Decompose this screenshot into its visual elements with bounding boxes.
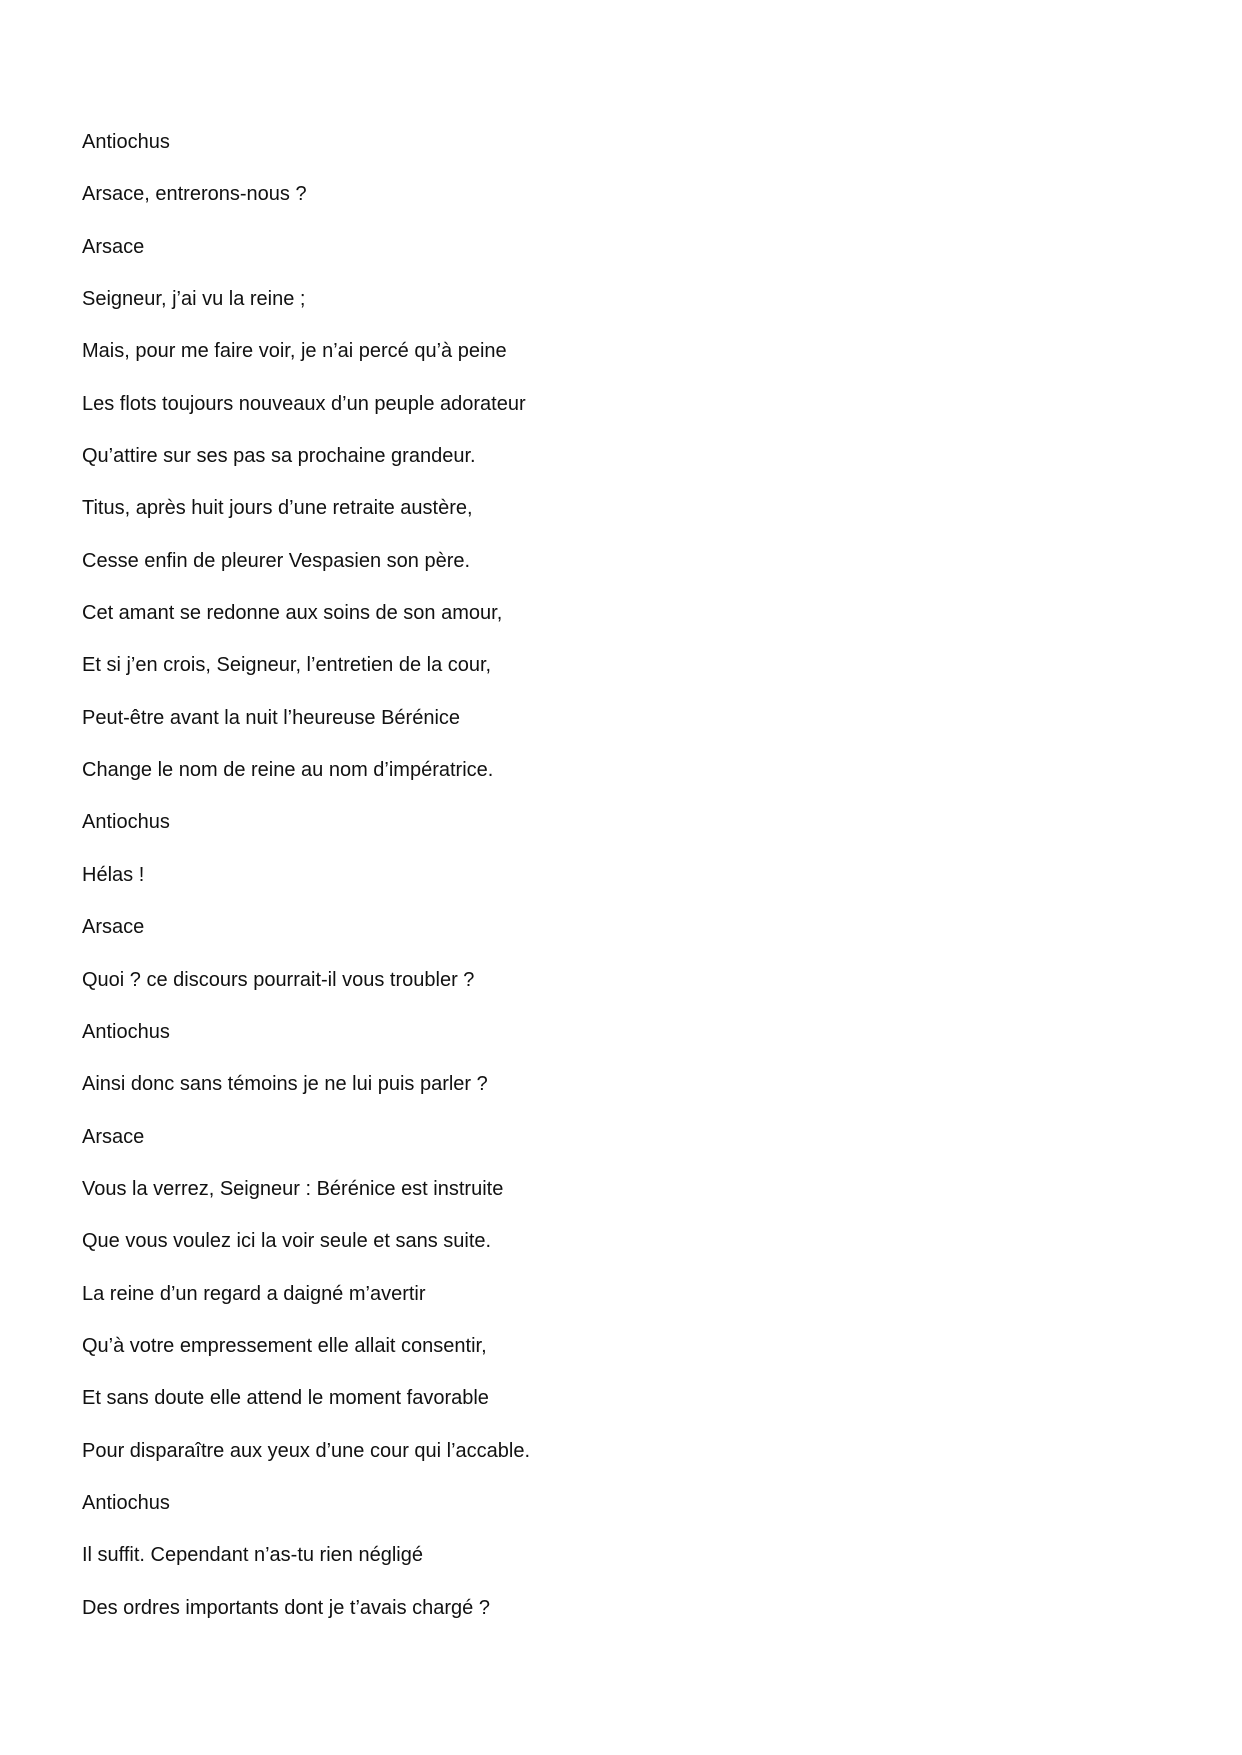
verse-line: Et sans doute elle attend le moment favorable xyxy=(82,1387,489,1410)
verse-line: Les flots toujours nouveaux d’un peuple adorateur xyxy=(82,392,526,415)
speaker-name: Arsace xyxy=(82,235,145,258)
verse-line: Cesse enfin de pleurer Vespasien son père. xyxy=(82,549,471,572)
speaker-name: Arsace xyxy=(82,1125,145,1148)
verse-line: Et si j’en crois, Seigneur, l’entretien de la cour, xyxy=(82,654,492,677)
speaker-name: Antiochus xyxy=(82,131,170,153)
speaker-name: Antiochus xyxy=(82,1491,170,1514)
verse-line: Hélas ! xyxy=(82,863,145,886)
verse-line: Qu’attire sur ses pas sa prochaine grandeur. xyxy=(82,445,476,468)
verse-line: Qu’à votre empressement elle allait consentir, xyxy=(82,1334,487,1357)
verse-line: La reine d’un regard a daigné m’avertir xyxy=(82,1282,426,1305)
verse-line: Ainsi donc sans témoins je ne lui puis parler ? xyxy=(82,1073,488,1096)
verse-line: Arsace, entrerons-nous ? xyxy=(82,183,307,206)
verse-line: Seigneur, j’ai vu la reine ; xyxy=(82,288,306,311)
speaker-name: Antiochus xyxy=(82,1020,170,1043)
speaker-name: Arsace xyxy=(82,916,145,939)
dialogue-lines xyxy=(82,130,1162,1648)
verse-line: Peut-être avant la nuit l’heureuse Bérénice xyxy=(82,706,461,729)
speaker-name: Antiochus xyxy=(82,811,170,834)
verse-line: Pour disparaître aux yeux d’une cour qui l’accable. xyxy=(82,1439,531,1462)
verse-line: Change le nom de reine au nom d’impératrice. xyxy=(82,759,494,782)
verse-line: Cet amant se redonne aux soins de son amour, xyxy=(82,602,503,625)
verse-line: Mais, pour me faire voir, je n’ai percé qu’à peine xyxy=(82,340,507,363)
verse-line: Titus, après huit jours d’une retraite austère, xyxy=(82,497,473,520)
verse-line: Il suffit. Cependant n’as-tu rien négligé xyxy=(82,1544,423,1567)
verse-line: Quoi ? ce discours pourrait-il vous troubler ? xyxy=(82,968,475,991)
verse-line: Vous la verrez, Seigneur : Bérénice est instruite xyxy=(82,1177,504,1200)
verse-line: Que vous voulez ici la voir seule et sans suite. xyxy=(82,1230,492,1253)
verse-line: Des ordres importants dont je t’avais chargé ? xyxy=(82,1596,490,1619)
